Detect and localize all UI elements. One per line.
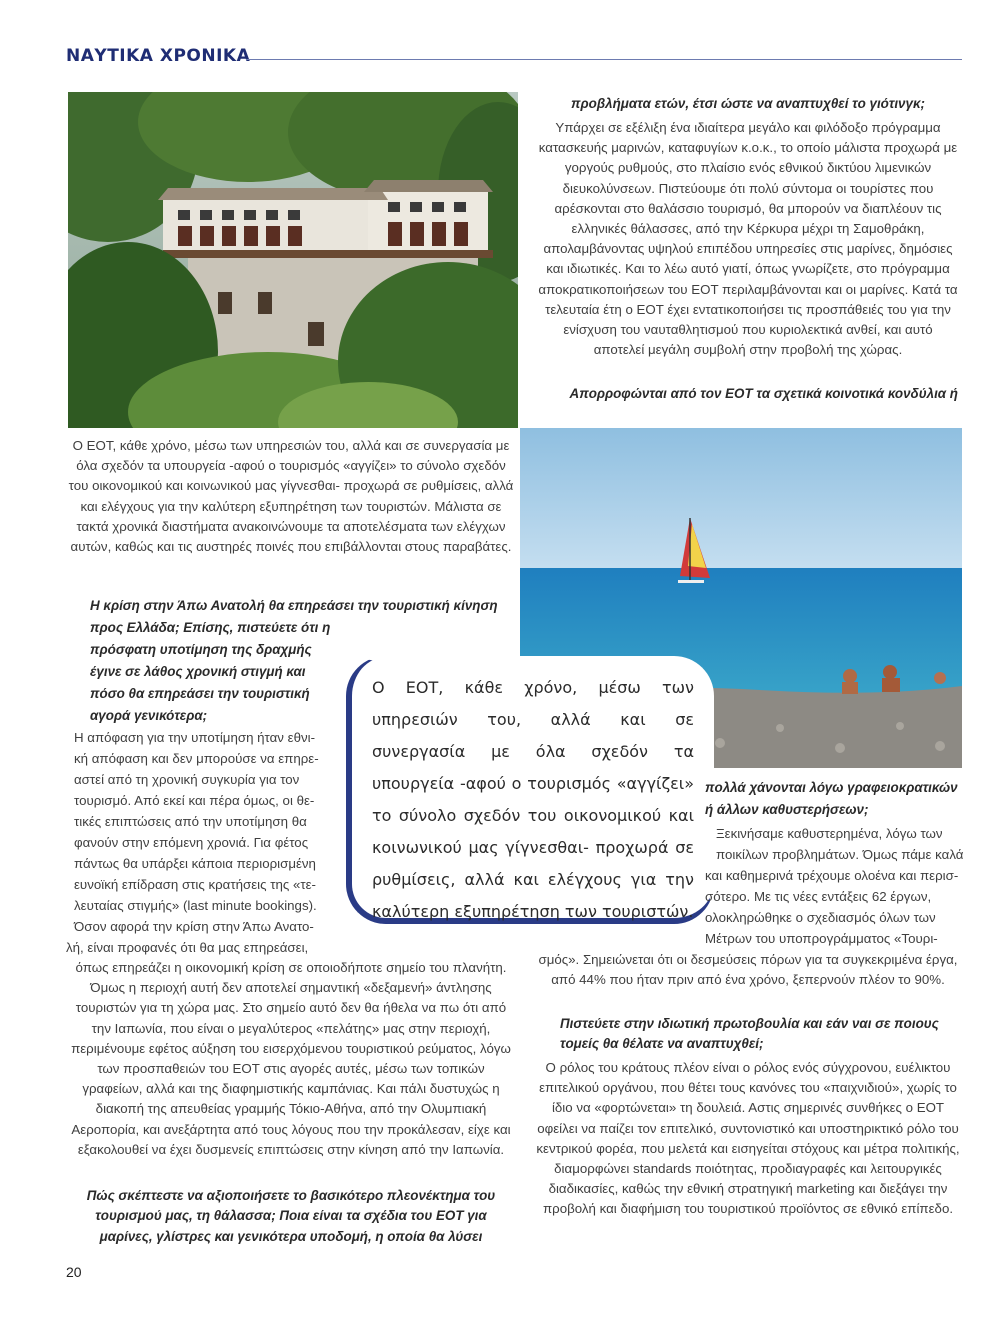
question-asia-line2: προς Ελλάδα; Επίσης, πιστεύετε ότι η — [90, 620, 331, 635]
question-asia-line3: πρόσφατη υποτίμηση της δραχμής — [90, 642, 312, 657]
answer-controls: Ο ΕΟΤ, κάθε χρόνο, μέσω των υπηρεσιών του, αλλά και σε συνεργασία με όλα σχεδόν τα υπουργεία -αφού ο τουρισμός «αγγίζει» το σύνολο σχεδόν του οικονομικού και κοινωνικού μας γίγνεσθαι- προχωρά σε ρυθμίσεις, αλλά και ελέγχους για την καλύτερη εξυπηρέτηση των τουριστών. Μάλιστα σε τακτά χρονικά διαστήματα ανακοινώνουμε τα αποτελέσματα των ελέγχων αυτών, καθώς και τις αυστηρές ποινές που επιβάλλονται στους παραβάτες. — [68, 438, 514, 555]
answer-devaluation-line: λή, είναι προφανές ότι θα μας επηρεάσει, — [66, 940, 309, 955]
answer-eu-funds-line: σότερο. Με τις νέες εντάξεις 62 έργων, — [705, 889, 932, 904]
answer-eu-funds-line: Ξεκινήσαμε καθυστερημένα, λόγω των — [716, 826, 943, 841]
header-divider — [246, 59, 962, 60]
answer-devaluation-line: Η απόφαση για την υποτίμηση ήταν εθνι- — [74, 730, 315, 745]
question-asia-line1: Η κρίση στην Άπω Ανατολή θα επηρεάσει την τουριστική κίνηση — [90, 598, 498, 613]
answer-devaluation-line: τικές επιπτώσεις από την υποτίμηση θα — [74, 814, 307, 829]
question-private-initiative: Πιστεύετε στην ιδιωτική πρωτοβουλία και εάν ναι σε ποιους τομείς θα θέλατε να αναπτυχθεί; — [560, 1016, 939, 1052]
answer-eu-funds-line: ολοκληρώθηκε ο σχεδιασμός όλων των — [705, 910, 936, 925]
question-yachting-tail: προβλήματα ετών, έτσι ώστε να αναπτυχθεί το γιότινγκ; — [571, 96, 925, 111]
answer-devaluation-line: φανούν στην επόμενη χρονιά. Για φέτος — [74, 835, 309, 850]
pull-quote: Ο ΕΟΤ, κάθε χρόνο, μέσω των υπηρεσιών του, αλλά και σε συνεργασία με όλα σχεδόν τα υπουργεία -αφού ο τουρισμός «αγγίζει» το σύνολο σχεδόν του οικονομικού και κοινωνικού μας γίγνεσθαι- προχωρά σε ρυθμίσεις, αλλά και ελέγχους για την καλύτερη εξυπηρέτηση των τουριστών. — [372, 678, 694, 921]
answer-eu-funds-continuation: σμός». Σημειώνεται ότι οι δεσμεύσεις πόρων για τα συγκεκριμένα έργα, από 44% που ήταν πριν από ένα χρόνο, ξεπερνούν πλέον το 90%. — [538, 952, 958, 988]
question-asia-line4: έγινε σε λάθος χρονική στιγμή και — [90, 664, 306, 679]
question-eu-funds-start: Απορροφώνται από τον ΕΟΤ τα σχετικά κοινοτικά κονδύλια ή — [569, 386, 958, 401]
answer-marinas: Υπάρχει σε εξέλιξη ένα ιδιαίτερα μεγάλο και φιλόδοξο πρόγραμμα κατασκευής μαρινών, καταφυγίων κ.ο.κ., το οποίο μάλιστα προχωρά με γοργούς ρυθμούς, στο πλαίσιο ενός εθνικού δικτύου λιμενικών διευκολύνσεων. Πιστεύουμε ότι πολύ σύντομα οι τουρίστες που αρέσκονται στο θαλάσσιο τουρισμό, θα μπορούν να διαπλέουν τις ελληνικές θάλασσες, από την Κέρκυρα μέχρι τη Σαμοθράκη, απολαμβάνοντας υψηλού επιπέδου υπηρεσίες στις μαρίνες, δημόσιες και ιδιωτικές. Και το λέω αυτό γιατί, όπως γνωρίζετε, στο πρόγραμμα αποκρατικοποιήσεων του ΕΟΤ περιλαμβάνονται και οι μαρίνες. Κατά τα τελευταία έτη ο ΕΟΤ έχει εντατικοποιήσει τις προσπάθειές του για την ενίσχυση του ναυταθλητισμού που κυριολεκτικά ανθεί, και αυτό αποτελεί μεγάλη συμβολή στην προβολή της χώρας. — [538, 120, 958, 358]
answer-devaluation-line: πάντως θα υπάρξει κάποια περιορισμένη — [74, 856, 316, 871]
question-sea-advantage: Πώς σκέπτεστε να αξιοποιήσετε το βασικότερο πλεονέκτημα του τουρισμού μας, τη θάλασσα; Ποια είναι τα σχέδια του ΕΟΤ για μαρίνες, γλίστρες και γενικότερα υποδομή, η οποία θα λύσει — [86, 1188, 496, 1244]
answer-devaluation-line: Όσον αφορά την κρίση στην Άπω Ανατο- — [74, 919, 314, 934]
answer-devaluation-line: κή απόφαση και δεν μπορούσε να επηρε- — [74, 751, 319, 766]
question-asia-line5: πόσο θα επηρεάσει την τουριστική — [90, 686, 310, 701]
answer-japan-continuation: όπως επηρεάζει η οικονομική κρίση σε οποιοδήποτε σημείο του πλανήτη. Όμως η περιοχή αυτή δεν αποτελεί σημαντική «δεξαμενή» άντλησης τουριστών για τη χώρα μας. Στο σημείο αυτό δεν θα ήθελα να πω ότι από την Ιαπωνία, που είναι ο μεγαλύτερος «πελάτης» μας στην περιοχή, περιμένουμε εφέτος αύξηση του εισερχόμενου τουριστικού ρεύματος, λόγω των προσπαθειών του ΕΟΤ στις αγορές αυτές, μέσω των τοπικών γραφείων, αλλά και της διαφημιστικής καμπάνιας. Και πάλι δυστυχώς η διακοπή της απευθείας γραμμής Τόκιο-Αθήνα, από την Ολυμπιακή Αεροπορία, και ανεξάρτητα από τους λόγους που την προκάλεσαν, είχε και εξακολουθεί να έχει δυσμενείς επιπτώσεις στην κίνηση από την Ιαπωνία. — [71, 960, 511, 1157]
answer-state-role: Ο ρόλος του κράτους πλέον είναι ο ρόλος ενός σύγχρονου, ευέλικτου επιτελικού οργάνου, που θέτει τους κανόνες του «παιχνιδιού», χωρίς το ίδιο να «φορτώνεται» τη δουλειά. Αστις σημερινές συνθήκες ο ΕΟΤ οφείλει να παίζει τον επιτελικό, συντονιστικό και υποστηρικτικό ρόλο του κεντρικού φορέα, που μελετά και εισηγείται στόχους και μέτρα πολιτικής, διαμορφώνει standards ποιότητας, προδιαγραφές και λειτουργικές διαδικασίες, καθώς την εθνική στρατηγική marketing και διεξάγει την προβολή και διαφήμιση του τουριστικού προϊόντος σε εθνικό επίπεδο. — [536, 1060, 960, 1217]
traditional-mansion-photo — [68, 92, 518, 428]
question-eu-funds-line2: ή άλλων καθυστερήσεων; — [705, 802, 869, 817]
answer-devaluation-line: λευταίας στιγμής» (last minute bookings). — [74, 898, 317, 913]
answer-eu-funds-line: Μέτρων του υποπρογράμματος «Τουρι- — [705, 931, 938, 946]
answer-devaluation-line: τουρισμό. Από εκεί και πέρα όμως, οι θε- — [74, 793, 315, 808]
answer-devaluation-line: ευνοϊκή επίδραση στις κρατήσεις της «τε- — [74, 877, 316, 892]
question-eu-funds-line1: πολλά χάνονται λόγω γραφειοκρατικών — [705, 780, 958, 795]
answer-devaluation-line: αστεί από τη χρονική συγκυρία για τον — [74, 772, 300, 787]
answer-eu-funds-line: και καθημερινά τρέχουμε ολοένα και περισ- — [705, 868, 959, 883]
page-number: 20 — [66, 1264, 82, 1280]
magazine-title: ΝΑΥΤΙΚΑ ΧΡΟΝΙΚΑ — [66, 46, 251, 66]
answer-eu-funds-line: ποικίλων προβλημάτων. Όμως πάμε καλά — [716, 847, 964, 862]
question-asia-line6: αγορά γενικότερα; — [90, 708, 208, 723]
